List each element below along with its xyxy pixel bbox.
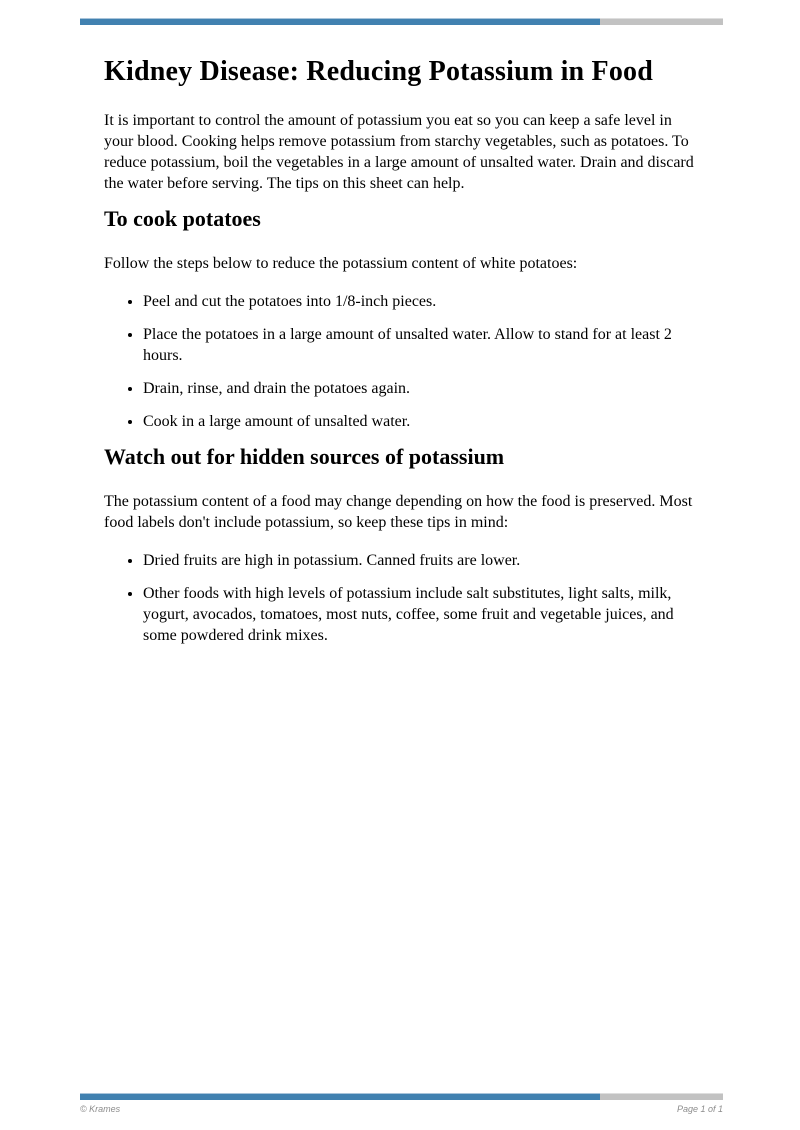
list-item: • Drain, rinse, and drain the potatoes again.	[143, 378, 696, 399]
footer-accent-bar-blue-segment	[80, 1093, 600, 1100]
page-number: Page 1 of 1	[676, 1104, 723, 1114]
section-heading-cook-potatoes: To cook potatoes	[104, 206, 261, 231]
page-footer	[80, 1093, 723, 1114]
bullet-list-cook-potatoes	[104, 291, 696, 432]
list-item: • Peel and cut the potatoes into 1/8-inch pieces.	[143, 291, 696, 312]
copyright-text: © Krames	[80, 1104, 121, 1114]
bullet-list-hidden-sources	[104, 550, 696, 646]
list-item: • Place the potatoes in a large amount of unsalted water. Allow to stand for at least 2 hours.	[143, 324, 696, 366]
header-accent-bar	[80, 18, 723, 25]
intro-paragraph: It is important to control the amount of potassium you eat so you can keep a safe level in your blood. Cooking helps remove potassium from starchy vegetables, such as potatoes. To reduce potassium, boil the vegetables in a large amount of unsalted water. Drain and discard the water before serving. The tips on this sheet can help.	[104, 112, 694, 192]
section-lead-cook-potatoes: Follow the steps below to reduce the potassium content of white potatoes:	[104, 255, 578, 272]
document-sheet	[80, 0, 723, 1130]
page-title: Kidney Disease: Reducing Potassium in Food	[104, 56, 653, 87]
footer-accent-bar-gray-segment	[600, 1093, 723, 1100]
footer-accent-bar	[80, 1093, 723, 1100]
list-item: • Cook in a large amount of unsalted water.	[143, 411, 696, 432]
section-heading-hidden-sources: Watch out for hidden sources of potassium	[104, 444, 505, 469]
header-accent-bar-blue-segment	[80, 18, 600, 25]
document-body	[80, 52, 723, 646]
list-item: • Other foods with high levels of potassium include salt substitutes, light salts, milk, yogurt, avocados, tomatoes, most nuts, coffee, some fruit and vegetable juices, and some powdered drink mixes.	[143, 583, 696, 646]
list-item: • Dried fruits are high in potassium. Canned fruits are lower.	[143, 550, 696, 571]
header-accent-bar-gray-segment	[600, 18, 723, 25]
footer-meta-row	[80, 1104, 723, 1114]
section-lead-hidden-sources: The potassium content of a food may change depending on how the food is preserved. Most food labels don't include potassium, so keep these tips in mind:	[104, 493, 693, 531]
